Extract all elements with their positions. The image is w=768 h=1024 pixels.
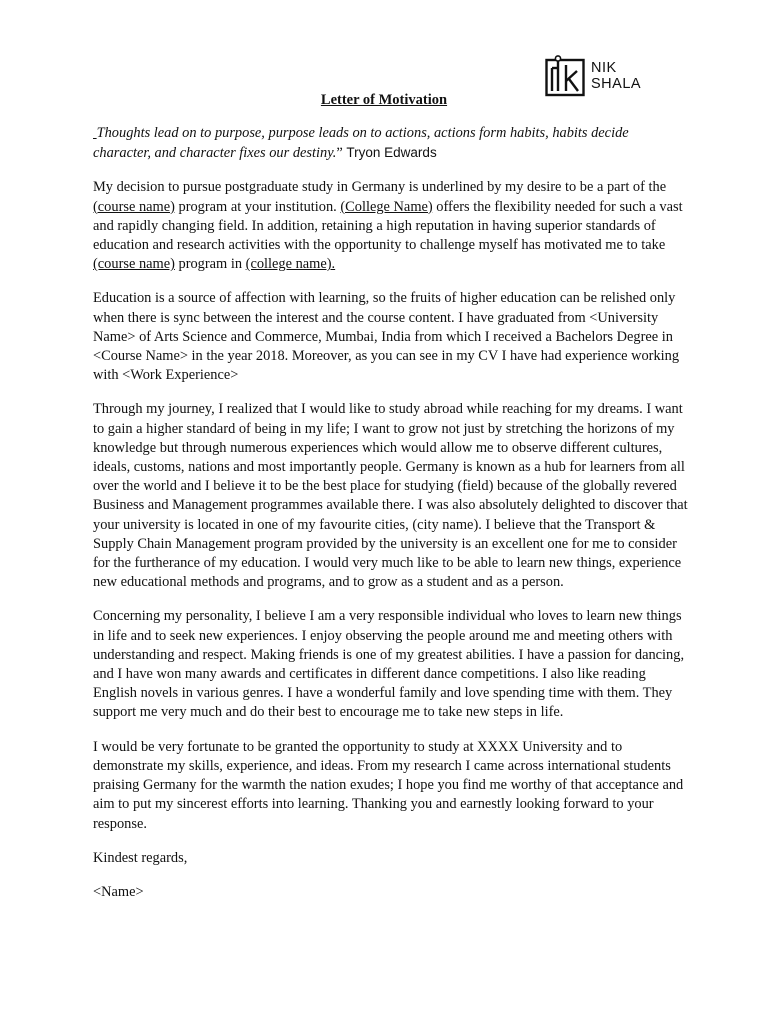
paragraph-5: I would be very fortunate to be granted the opportunity to study at XXXX University and to demonstrate my skills, experience, and ideas. From my research I came across international students praising Germany for the warmth the nation exudes; I hope you find me worthy of that acceptance and aim to put my sincerest efforts into learning. Thanking you and earnestly looking forward to your response.: [93, 738, 684, 832]
brand-name-line1: NIK: [591, 60, 617, 76]
paragraph-4: Concerning my personality, I believe I am a very responsible individual who loves to learn new things in life and to seek new experiences. I enjoy observing the people around me and meeting others with understanding and respect. Making friends is one of my greatest abilities. I have a passion for dancing, and I have won many awards and certificates in different dance competitions. I also like reading English novels in various genres. I have a wonderful family and love spending time with them. They support me very much and do their best to encourage me to take new steps in life.: [93, 608, 685, 721]
opening-quote: [93, 124, 688, 163]
paragraph-1: My decision to pursue postgraduate study in Germany is underlined by my desire to be a part of the (course name) program at your institution. (College Name) offers the flexibility needed for such a vast and rapidly changing field. In addition, retaining a high reputation in having superior standards of education and research activities with the opportunity to challenge myself has motivated me to take (course name) program in (college name).: [93, 179, 683, 273]
brand-logo: [545, 55, 641, 97]
letter-body: [93, 124, 688, 917]
placeholder-course-name-2: (course name): [93, 256, 175, 273]
nk-monogram-icon: [545, 55, 585, 97]
paragraph-3: Through my journey, I realized that I would like to study abroad while reaching for my dreams. I want to gain a higher standard of being in my life; I want to grow not just by stretching the horizons of my knowledge but through numerous experiences which would allow me to observe different cultures, ideals, customs, nations and most importantly people. Germany is known as a hub for learners from all over the world and I believe it to be the best place for studying (field) because of the globally revered Business and Management programmes available there. I was also absolutely delighted to discover that your university is located in one of my favourite cities, (city name). I believe that the Transport & Supply Chain Management program provided by the university is an excellent one for me to consider for the furtherance of my education. I would very much like to be able to learn new things, experience new educational methods and programs, and to grow as a student and as a person.: [93, 401, 688, 591]
placeholder-college-name: (College Name): [340, 198, 433, 215]
quote-text: Thoughts lead on to purpose, purpose leads on to actions, actions form habits, habits decide character, and character fixes our destiny.: [93, 125, 629, 162]
closing: Kindest regards,: [93, 849, 188, 866]
signature: <Name>: [93, 883, 144, 900]
paragraph-2: Education is a source of affection with learning, so the fruits of higher education can be relished only when there is sync between the interest and the course content. I have graduated from <University Name> of Arts Science and Commerce, Mumbai, India from which I received a Bachelors Degree in <Course Name> in the year 2018. Moreover, as you can see in my CV I have had experience working with <Work Experience>: [93, 290, 680, 384]
placeholder-course-name: (course name): [93, 198, 175, 215]
placeholder-college-name-2: (college name).: [245, 256, 336, 273]
brand-name: [591, 60, 641, 92]
quote-close-mark: ”: [336, 145, 343, 162]
brand-name-line2: SHALA: [591, 76, 642, 92]
quote-author: Tryon Edwards: [346, 145, 437, 161]
letter-title: Letter of Motivation: [320, 92, 448, 108]
